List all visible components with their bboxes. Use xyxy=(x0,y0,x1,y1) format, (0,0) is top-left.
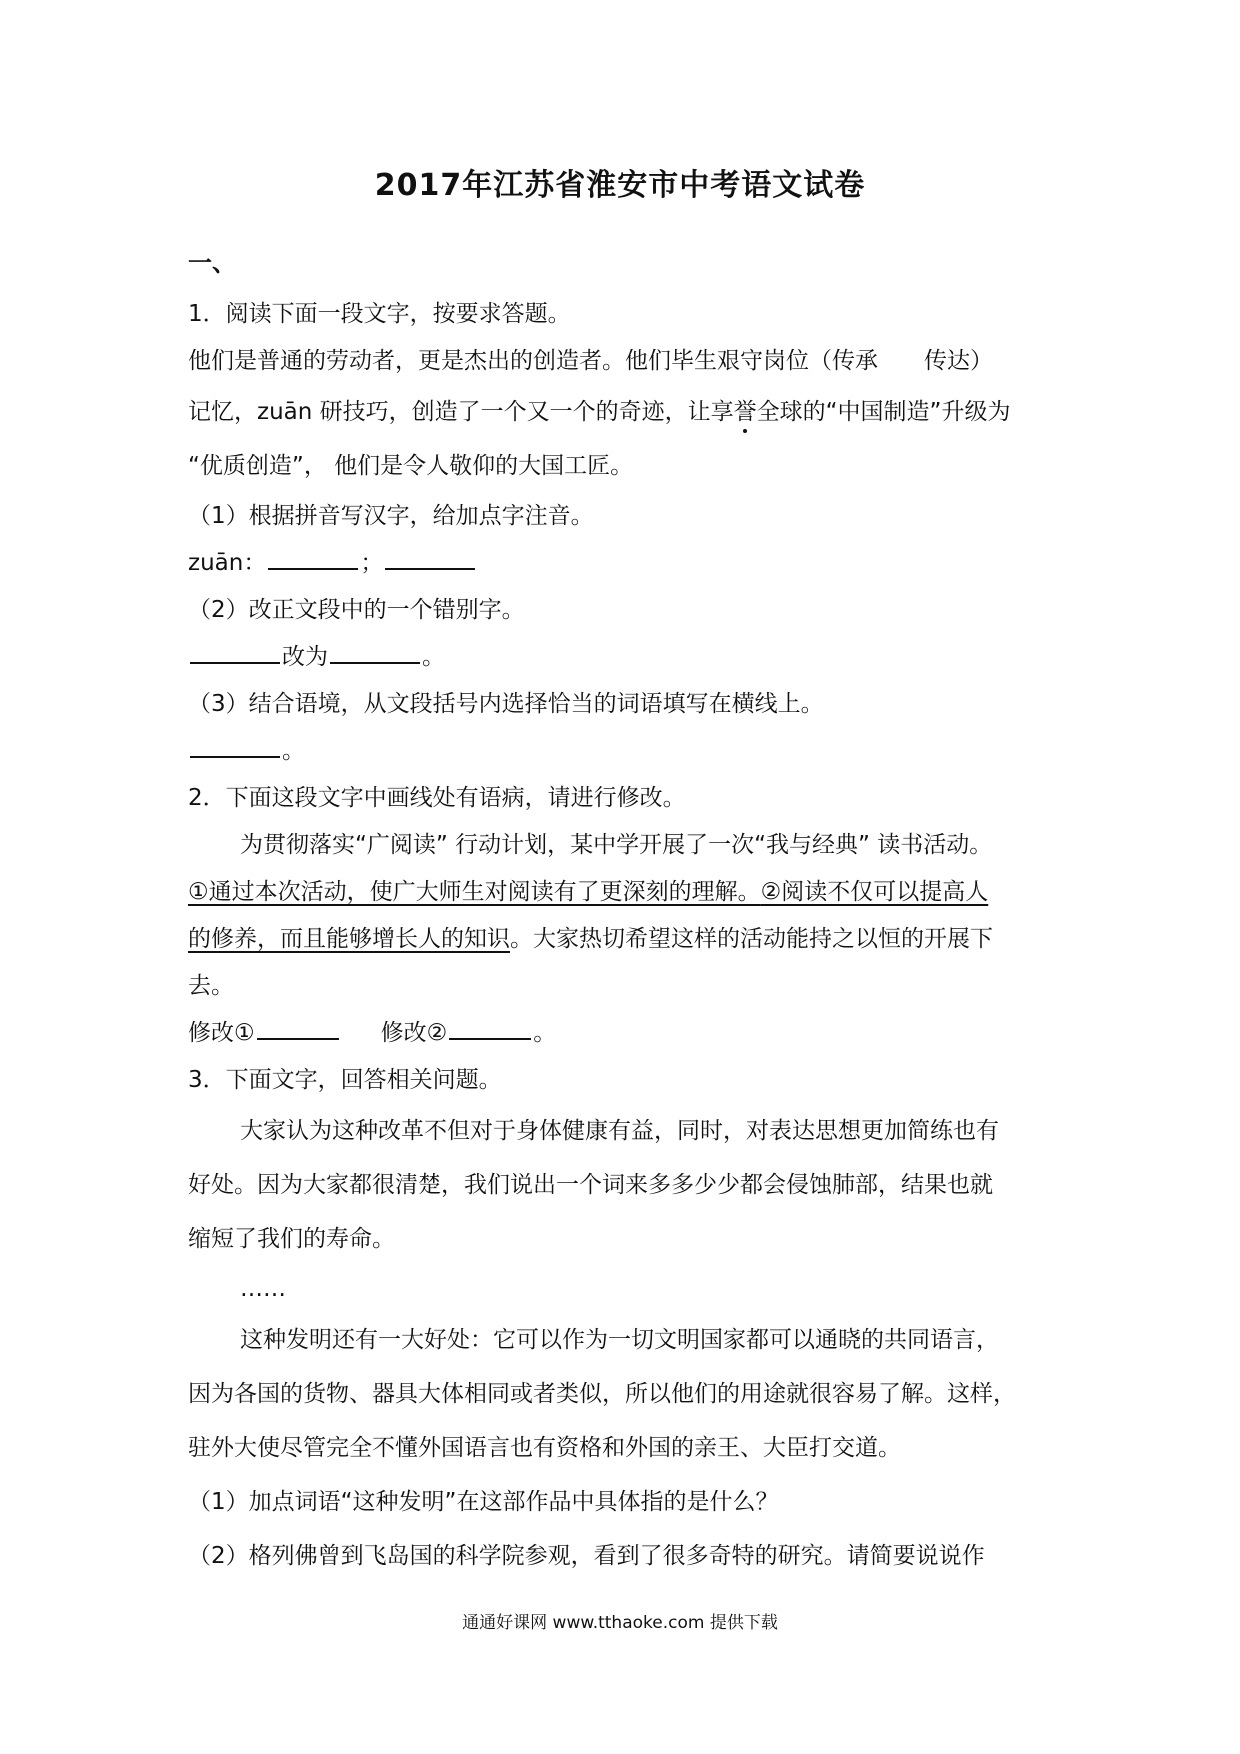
fix-1-label: 修改① xyxy=(188,1020,255,1046)
answer-blank-2[interactable] xyxy=(385,546,475,570)
q3-para2-line-1: 这种发明还有一大好处：它可以作为一切文明国家都可以通晓的共同语言， xyxy=(240,1327,999,1353)
q1-sub3-answer xyxy=(188,728,1058,775)
q1-sub1: （1）根据拼音写汉字，给加点字注音。 xyxy=(188,503,594,529)
q1-sub2-answer xyxy=(188,634,1058,681)
q3-ellipsis: …… xyxy=(240,1276,286,1302)
q1-passage-line-1: 他们是普通的劳动者，更是杰出的创造者。他们毕生艰守岗位（传承 传达） xyxy=(188,348,993,374)
correct-char-blank[interactable] xyxy=(330,640,420,664)
q2-answers xyxy=(188,1010,1058,1057)
period: 。 xyxy=(533,1020,557,1046)
page-footer: 通通好课网 www.tthaoke.com 提供下载 xyxy=(462,1613,778,1633)
q2-passage-line-4: 去。 xyxy=(188,973,234,999)
q1-sub3: （3）结合语境，从文段括号内选择恰当的词语填写在横线上。 xyxy=(188,691,824,717)
q3-para1-line-1: 大家认为这种改革不但对于身体健康有益，同时，对表达思想更加简练也有 xyxy=(240,1118,999,1144)
q1-passage-line-2-a: 记忆，zuān 研技巧，创造了一个又一个的奇迹，让享 xyxy=(188,399,734,425)
dotted-character: 誉 xyxy=(733,399,757,425)
underlined-sentence-2-b: 的修养，而且能够增长人的知识 xyxy=(188,926,510,952)
q2-passage-line-3-rest: 。大家热切希望这样的活动能持之以恒的开展下 xyxy=(510,926,993,952)
q1-passage-line-2 xyxy=(188,385,1058,439)
underlined-sentence-1: ①通过本次活动，使广大师生对阅读有了更深刻的理解。 xyxy=(188,879,761,905)
q1-passage-line-3: “优质创造”， 他们是令人敬仰的大国工匠。 xyxy=(188,453,634,479)
q3-sub1: （1）加点词语“这种发明”在这部作品中具体指的是什么？ xyxy=(188,1489,779,1515)
fix-2-label: 修改② xyxy=(380,1020,448,1046)
period: 。 xyxy=(282,738,305,764)
q1-sub1-answer xyxy=(188,540,1058,587)
q3-para2-line-3: 驻外大使尽管完全不懂外国语言也有资格和外国的亲王、大臣打交道。 xyxy=(188,1435,901,1461)
q2-passage-line-2 xyxy=(188,869,1058,916)
q3-stem: 3．下面文字，回答相关问题。 xyxy=(188,1067,502,1093)
q3-para1-line-2: 好处。因为大家都很清楚，我们说出一个词来多多少少都会侵蚀肺部，结果也就 xyxy=(188,1172,993,1198)
pinyin-label: zuān： xyxy=(188,550,267,576)
q3-para2-line-2: 因为各国的货物、器具大体相同或者类似，所以他们的用途就很容易了解。这样， xyxy=(188,1381,1016,1407)
q1-sub2: （2）改正文段中的一个错别字。 xyxy=(188,597,525,623)
page-title: 2017年江苏省淮安市中考语文试卷 xyxy=(374,168,866,203)
period: 。 xyxy=(422,644,445,670)
section-heading: 一、 xyxy=(188,249,236,277)
underlined-sentence-2-a: ②阅读不仅可以提高人 xyxy=(760,879,989,905)
q3-para1-line-3: 缩短了我们的寿命。 xyxy=(188,1226,395,1252)
q1-stem: 1．阅读下面一段文字，按要求答题。 xyxy=(188,301,571,327)
separator: ； xyxy=(360,550,384,576)
q2-passage-line-3 xyxy=(188,916,1058,963)
word-choice-blank[interactable] xyxy=(190,734,280,758)
fix-1-blank[interactable] xyxy=(257,1016,339,1040)
fix-2-blank[interactable] xyxy=(449,1016,531,1040)
q3-sub2: （2）格列佛曾到飞岛国的科学院参观，看到了很多奇特的研究。请简要说说作 xyxy=(188,1543,985,1569)
q2-passage-line-1: 为贯彻落实“广阅读” 行动计划，某中学开展了一次“我与经典” 读书活动。 xyxy=(240,832,993,858)
wrong-char-blank[interactable] xyxy=(190,640,280,664)
q1-passage-line-2-b: 全球的“中国制造”升级为 xyxy=(756,399,1011,425)
answer-blank-1[interactable] xyxy=(268,546,358,570)
q2-stem: 2．下面这段文字中画线处有语病，请进行修改。 xyxy=(188,785,686,811)
change-to-label: 改为 xyxy=(282,644,328,670)
exam-content xyxy=(188,240,1058,1583)
